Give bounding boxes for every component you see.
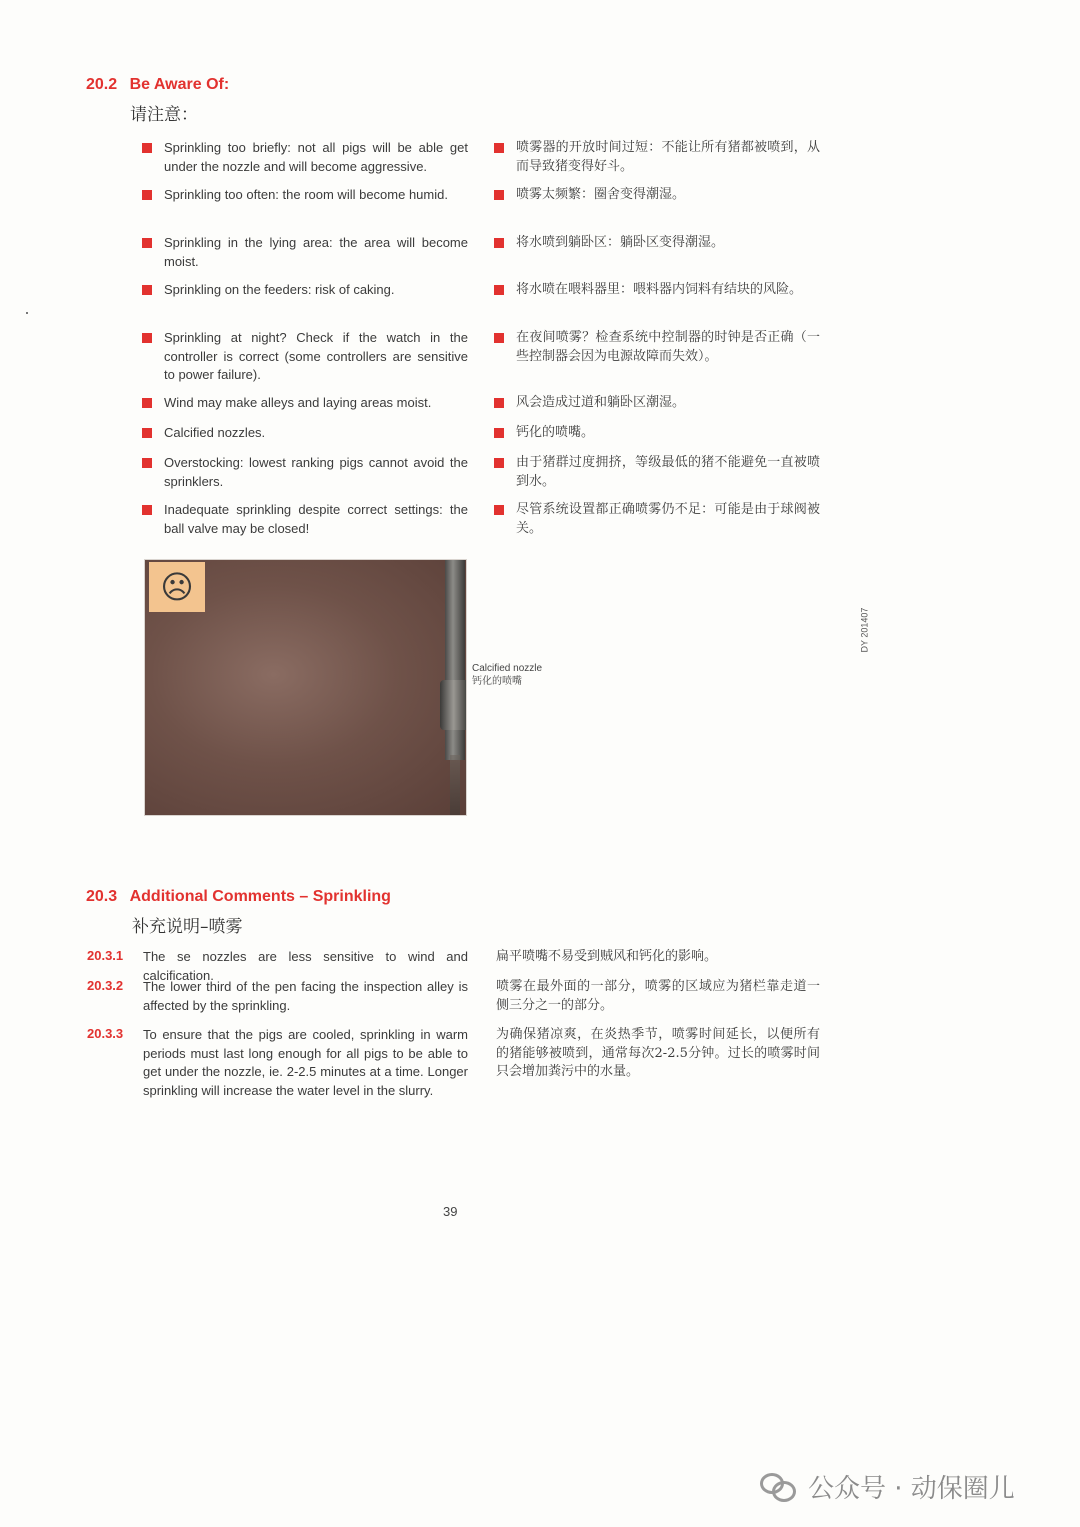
- bullet-square-icon: [142, 285, 152, 295]
- bullet-square-icon: [142, 458, 152, 468]
- bullet-square-icon: [142, 333, 152, 343]
- caption-zh: 钙化的喷嘴: [472, 676, 522, 687]
- item-text-zh: 尽管系统设置都正确喷雾仍不足：可能是由于球阀被关。: [516, 502, 820, 536]
- comment-number: 20.3.2: [87, 978, 124, 993]
- section-20-2-header: [86, 76, 229, 125]
- bullet-square-icon: [142, 190, 152, 200]
- watermark: [760, 1468, 1015, 1505]
- bullet-square-icon: [494, 333, 504, 343]
- drip-graphic: [450, 755, 460, 815]
- bullet-square-icon: [494, 398, 504, 408]
- section-number: 20.3: [86, 888, 118, 905]
- bullet-square-icon: [494, 190, 504, 200]
- item-text-en: Sprinkling on the feeders: risk of caking.: [164, 282, 395, 297]
- speck: [26, 312, 28, 314]
- bullet-square-icon: [494, 458, 504, 468]
- comment-text-zh: 喷雾在最外面的一部分，喷雾的区域应为猪栏靠走道一侧三分之一的部分。: [496, 979, 820, 1013]
- item-text-en: Inadequate sprinkling despite correct settings: the ball valve may be closed!: [164, 502, 468, 536]
- bullet-square-icon: [494, 505, 504, 515]
- section-title: Be Aware Of:: [129, 76, 230, 93]
- comment-text-en: The lower third of the pen facing the inspection alley is affected by the sprinkling.: [143, 979, 468, 1013]
- comment-number: 20.3.1: [87, 948, 124, 963]
- nozzle-photo: [144, 559, 467, 816]
- item-text-zh: 喷雾太频繁：圈舍变得潮湿。: [516, 187, 686, 202]
- item-text-en: Calcified nozzles.: [164, 425, 266, 440]
- wechat-icon: [760, 1473, 796, 1501]
- section-20-3-header: [86, 888, 391, 937]
- page-number: 39: [443, 1204, 458, 1219]
- bullet-square-icon: [142, 428, 152, 438]
- comment-text-en: To ensure that the pigs are cooled, sprinkling in warm periods must last long enough for all pigs to be able to get under the nozzle, ie. 2-2.5 minutes at a time. Longer sprinkling will increase the water level in the slurry.: [143, 1027, 468, 1098]
- item-text-zh: 将水喷到躺卧区：躺卧区变得潮湿。: [516, 235, 725, 250]
- item-text-zh: 将水喷在喂料器里：喂料器内饲料有结块的风险。: [516, 282, 803, 297]
- item-text-zh: 由于猪群过度拥挤，等级最低的猪不能避免一直被喷到水。: [516, 455, 820, 489]
- bullet-square-icon: [494, 238, 504, 248]
- comment-text-en: The se nozzles are less sensitive to wind and calcification.: [143, 949, 468, 983]
- side-code: DY 201407: [859, 607, 870, 653]
- item-text-en: Sprinkling too often: the room will become humid.: [164, 187, 448, 202]
- item-text-en: Sprinkling in the lying area: the area will become moist.: [164, 235, 468, 269]
- bullet-square-icon: [142, 238, 152, 248]
- item-text-en: Sprinkling too briefly: not all pigs will be able get under the nozzle and will become aggressive.: [164, 140, 468, 174]
- bullet-square-icon: [142, 143, 152, 153]
- caption-en: Calcified nozzle: [472, 663, 543, 674]
- bullet-square-icon: [142, 505, 152, 515]
- item-text-zh: 风会造成过道和躺卧区潮湿。: [516, 395, 686, 410]
- item-text-en: Sprinkling at night? Check if the watch in the controller is correct (some controllers are sensitive to power failure).: [164, 330, 468, 382]
- bullet-square-icon: [494, 143, 504, 153]
- nozzle-graphic: [440, 680, 467, 730]
- item-text-en: Overstocking: lowest ranking pigs cannot avoid the sprinklers.: [164, 455, 468, 489]
- section-title-zh: 补充说明–喷雾: [132, 917, 243, 937]
- comment-number: 20.3.3: [87, 1026, 124, 1041]
- item-text-en: Wind may make alleys and laying areas moist.: [164, 395, 432, 410]
- item-text-zh: 在夜间喷雾？检查系统中控制器的时钟是否正确（一些控制器会因为电源故障而失效）。: [516, 330, 820, 364]
- section-number: 20.2: [86, 76, 118, 93]
- sad-face-icon: ☹: [149, 562, 205, 612]
- photo-caption: [472, 662, 542, 688]
- item-text-zh: 喷雾器的开放时间过短：不能让所有猪都被喷到，从而导致猪变得好斗。: [516, 140, 820, 174]
- section-title-zh: 请注意：: [130, 105, 198, 125]
- comment-text-zh: 为确保猪凉爽，在炎热季节，喷雾时间延长，以便所有的猪能够被喷到，通常每次2-2.5分钟。过长的喷雾时间只会增加粪污中的水量。: [496, 1027, 820, 1079]
- section-title: Additional Comments – Sprinkling: [129, 888, 391, 905]
- item-text-zh: 钙化的喷嘴。: [516, 425, 595, 440]
- comment-text-zh: 扁平喷嘴不易受到贼风和钙化的影响。: [496, 949, 718, 964]
- bullet-square-icon: [494, 285, 504, 295]
- bullet-square-icon: [494, 428, 504, 438]
- bullet-square-icon: [142, 398, 152, 408]
- watermark-text: 公众号 · 动保圈儿: [808, 1474, 1015, 1504]
- pipe-graphic: [445, 560, 465, 760]
